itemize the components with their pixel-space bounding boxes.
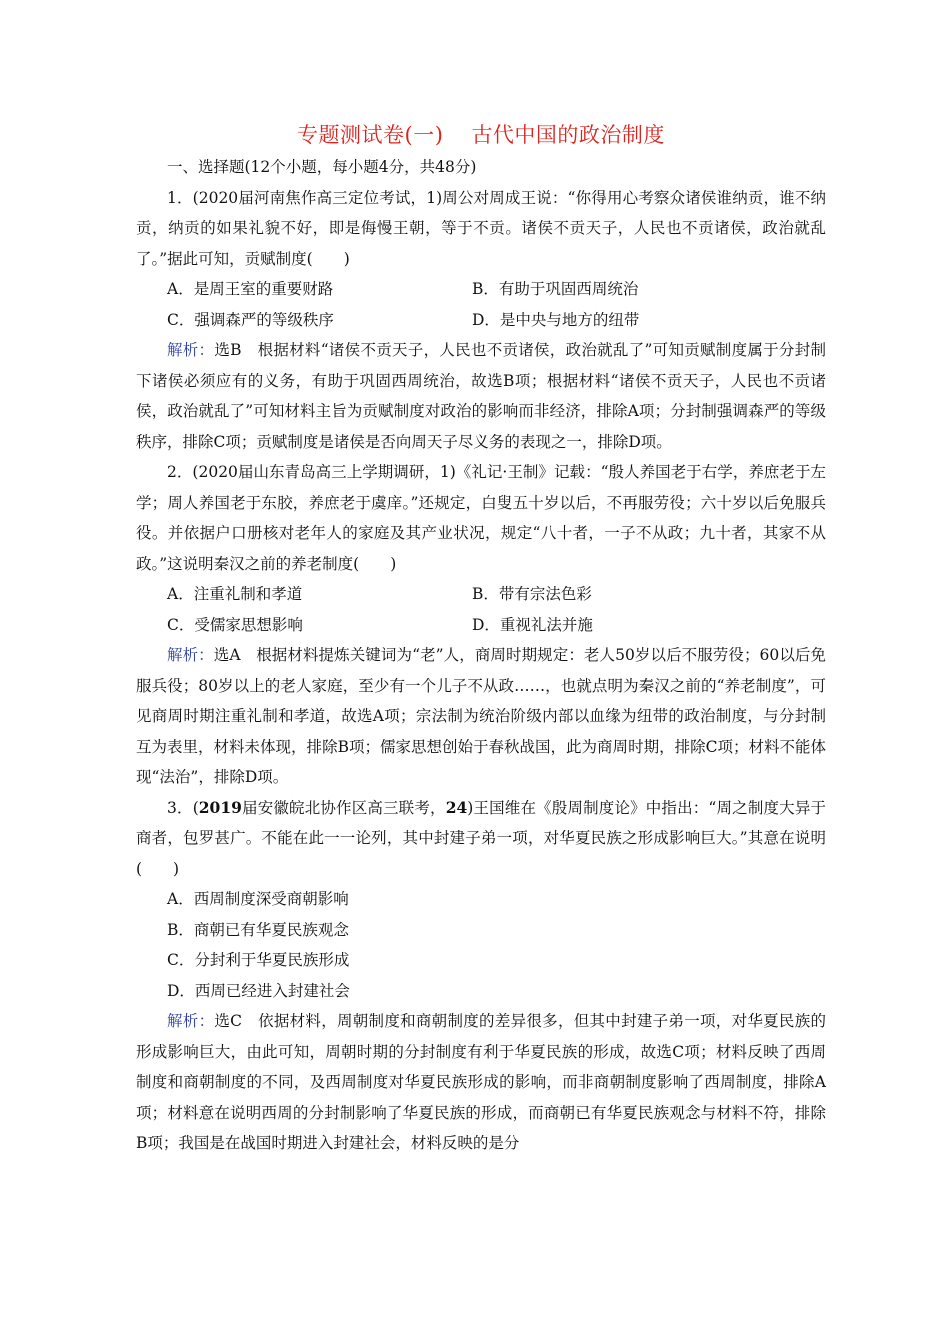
analysis-label: 解析： [167, 1012, 215, 1030]
question-1-option-c: C．强调森严的等级秩序 [167, 310, 334, 329]
question-2-analysis [136, 640, 826, 793]
question-3-stem-text: )王国维在《殷周制度论》中指出：“周之制度大异于商者，包罗甚广。不能在此一一论列，其中封建子弟一项，对华夏民族之形成影响巨大。”其意在说明( ) [136, 798, 826, 878]
question-2-option-c: C．受儒家思想影响 [167, 615, 303, 634]
question-1-options-row-2 [136, 305, 826, 336]
section-heading: 一、选择题(12个小题，每小题4分，共48分) [167, 158, 477, 176]
question-3-source: 届安徽皖北协作区高三联考， [241, 798, 446, 817]
title-series: 专题测试卷(一) [297, 123, 444, 147]
question-2-options-row-1 [136, 579, 826, 610]
question-1-analysis [136, 335, 826, 457]
question-3-option-a: A．西周制度深受商朝影响 [167, 890, 349, 908]
question-3-stem [136, 793, 826, 885]
question-2-stem: 2．(2020届山东青岛高三上学期调研，1)《礼记·王制》记载：“殷人养国老于右学，养庶老于左学；周人养国老于东胶，养庶老于虞庠。”还规定，白叟五十岁以后，不再服劳役；六十岁以后免服兵役。并依据户口册核对老年人的家庭及其产业状况，规定“八十者，一子不从政；九十者，其家不从政。”这说明秦汉之前的养老制度( ) [136, 463, 826, 573]
question-3-source-year: 2019 [198, 797, 242, 817]
title-topic: 古代中国的政治制度 [471, 123, 665, 147]
page-title [136, 118, 826, 152]
question-1-option-b: B．有助于巩固西周统治 [472, 280, 639, 298]
question-3-analysis-text: 选C 依据材料，周朝制度和商朝制度的差异很多，但其中封建子弟一项，对华夏民族的形成影响巨大，由此可知，周朝时期的分封制度有利于华夏民族的形成，故选C项；材料反映了西周制度和商朝制度的不同，及西周制度对华夏民族形成的影响，而非商朝制度影响了西周制度，排除A项；材料意在说明西周的分封制影响了华夏民族的形成，而商朝已有华夏民族观念与材料不符，排除B项；我国是在战国时期进入封建社会，材料反映的是分 [136, 1012, 826, 1152]
question-2-options-row-2 [136, 610, 826, 641]
question-3-source-number: 24 [445, 797, 468, 817]
question-1-options-row-1 [136, 274, 826, 305]
question-2-analysis-text: 选A 根据材料提炼关键词为“老”人，商周时期规定：老人50岁以后不服劳役；60以后免服兵役；80岁以上的老人家庭，至少有一个儿子不从政……，也就点明为秦汉之前的“养老制度”，可见商周时期注重礼制和孝道，故选A项；宗法制为统治阶级内部以血缘为纽带的政治制度，与分封制互为表里，材料未体现，排除B项；儒家思想创始于春秋战国，此为商周时期，排除C项；材料不能体现“法治”，排除D项。 [136, 646, 826, 786]
analysis-label: 解析： [167, 646, 214, 664]
question-1-analysis-text: 选B 根据材料“诸侯不贡天子，人民也不贡诸侯，政治就乱了”可知贡赋制度属于分封制下诸侯必须应有的义务，有助于巩固西周统治，故选B项；根据材料“诸侯不贡天子，人民也不贡诸侯，政治就乱了”可知材料主旨为贡赋制度对政治的影响而非经济，排除A项；分封制强调森严的等级秩序，排除C项；贡赋制度是诸侯是否向周天子尽义务的表现之一，排除D项。 [136, 341, 826, 451]
question-3-option-b: B．商朝已有华夏民族观念 [167, 920, 349, 939]
question-2-option-a: A．注重礼制和孝道 [167, 585, 303, 603]
question-1-stem: 1．(2020届河南焦作高三定位考试，1)周公对周成王说：“你得用心考察众诸侯谁纳贡，谁不纳贡，纳贡的如果礼貌不好，即是侮慢王朝，等于不贡。诸侯不贡天子，人民也不贡诸侯，政治就乱了。”据此可知，贡赋制度( ) [136, 188, 826, 268]
question-1-option-d: D．是中央与地方的纽带 [472, 310, 640, 329]
question-1-option-a: A．是周王室的重要财路 [167, 280, 334, 298]
question-2-option-d: D．重视礼法并施 [472, 615, 593, 634]
document-page [136, 118, 826, 1159]
question-3-option-d: D．西周已经进入封建社会 [167, 981, 350, 1000]
analysis-label: 解析： [167, 341, 215, 359]
question-3-option-c: C．分封利于华夏民族形成 [167, 951, 350, 969]
question-3-analysis [136, 1006, 826, 1159]
question-3-number: 3．( [167, 798, 199, 817]
question-2-option-b: B．带有宗法色彩 [472, 585, 592, 603]
